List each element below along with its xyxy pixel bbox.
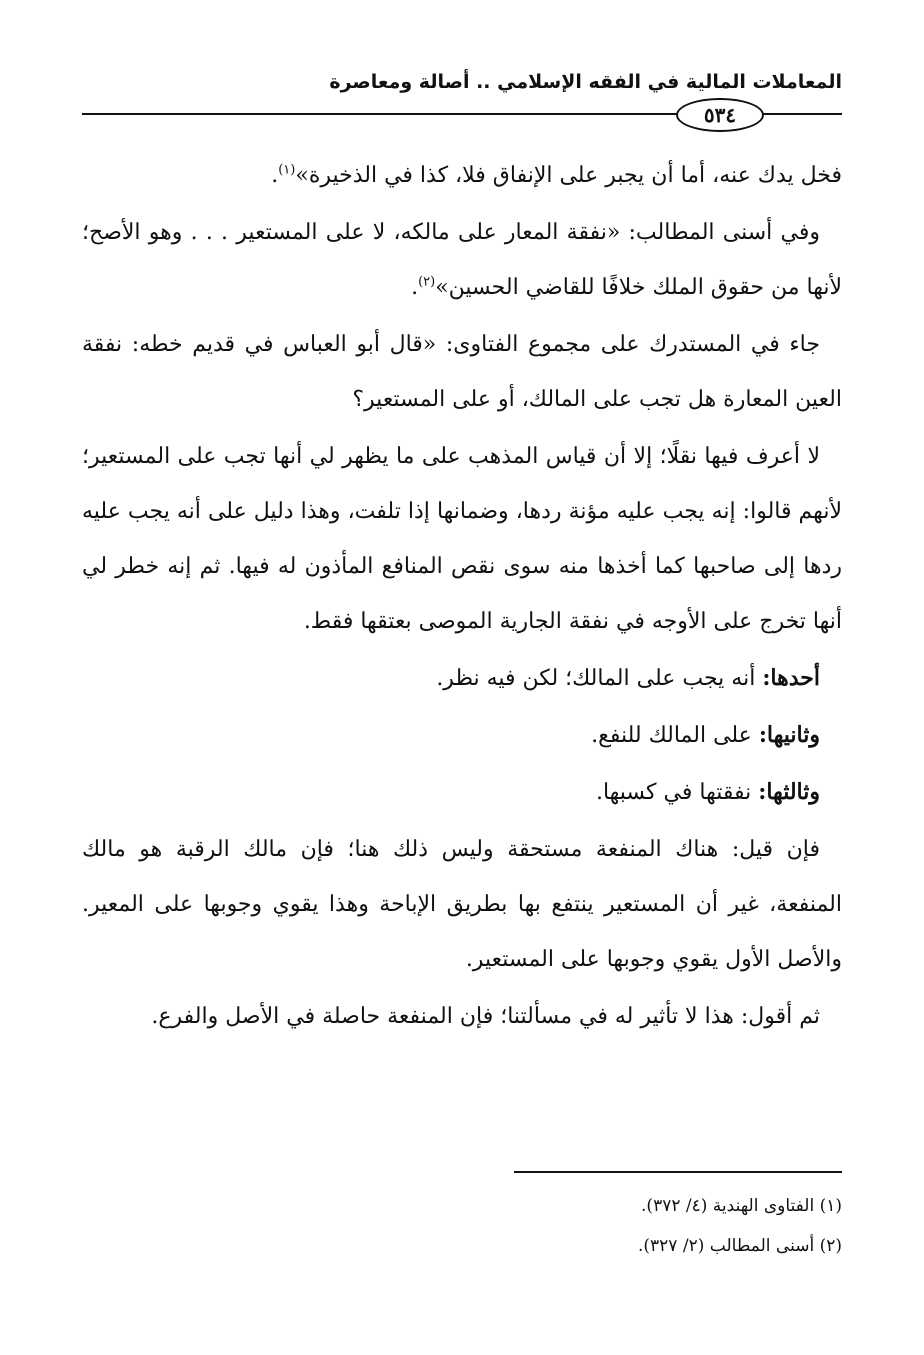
footnote-2: (٢) أسنى المطالب (٢/ ٣٢٧). xyxy=(638,1236,842,1256)
list-item-3 xyxy=(82,765,842,820)
footnote-ref-1: (١) xyxy=(278,162,296,178)
paragraph-3: جاء في المستدرك على مجموع الفتاوى: «قال أبو العباس في قديم خطه: نفقة العين المعارة هل تجب على المالك، أو على المستعير؟ xyxy=(82,332,842,412)
paragraph-6: ثم أقول: هذا لا تأثير له في مسألتنا؛ فإن المنفعة حاصلة في الأصل والفرع. xyxy=(151,1004,820,1029)
footnote-rule xyxy=(514,1171,842,1173)
paragraph-2-end: . xyxy=(411,275,419,300)
list-item-1-label: أحدها: xyxy=(762,665,820,691)
footnote-ref-2: (٢) xyxy=(418,274,436,290)
list-item-2 xyxy=(82,708,842,763)
paragraph-1-text: فخل يدك عنه، أما أن يجبر على الإنفاق فلا، كذا في الذخيرة» xyxy=(295,163,842,188)
paragraph-2 xyxy=(82,205,842,315)
paragraph-4: لا أعرف فيها نقلًا؛ إلا أن قياس المذهب على ما يظهر لي أنها تجب على المستعير؛ لأنهم قالوا: إنه يجب عليه مؤنة ردها، وضمانها إذا تلفت، وهذا دليل على أنه يجب عليه ردها إلى صاحبها كما أخذها منه سوى نقص المنافع المأذون له فيها. ثم إنه خطر لي أنها تخرج على الأوجه في نفقة الجارية الموصى بعتقها فقط. xyxy=(82,444,842,634)
list-item-2-text: على المالك للنفع. xyxy=(591,723,752,748)
paragraph-1-end: . xyxy=(271,163,279,188)
running-header-title: المعاملات المالية في الفقه الإسلامي .. أصالة ومعاصرة xyxy=(329,71,842,93)
list-item-3-text: نفقتها في كسبها. xyxy=(595,780,752,805)
footnotes xyxy=(82,1186,842,1266)
paragraph-1 xyxy=(82,148,842,203)
list-item-2-label: وثانيها: xyxy=(758,722,820,748)
list-item-3-label: وثالثها: xyxy=(758,779,820,805)
list-item-1-text: أنه يجب على المالك؛ لكن فيه نظر. xyxy=(436,666,756,691)
paragraph-5: فإن قيل: هناك المنفعة مستحقة وليس ذلك هنا؛ فإن مالك الرقبة هو مالك المنفعة، غير أن المستعير ينتفع بها بطريق الإباحة وهذا يقوي وجوبها على المعير. والأصل الأول يقوي وجوبها على المستعير. xyxy=(82,837,842,972)
page-number: ٥٣٤ xyxy=(676,98,764,132)
body-text xyxy=(82,148,842,1044)
footnote-1: (١) الفتاوى الهندية (٤/ ٣٧٢). xyxy=(641,1196,842,1216)
paragraph-2-text: وفي أسنى المطالب: «نفقة المعار على مالكه، لا على المستعير . . . وهو الأصح؛ لأنها من حقوق الملك خلافًا للقاضي الحسين» xyxy=(82,220,842,300)
list-item-1 xyxy=(82,651,842,706)
